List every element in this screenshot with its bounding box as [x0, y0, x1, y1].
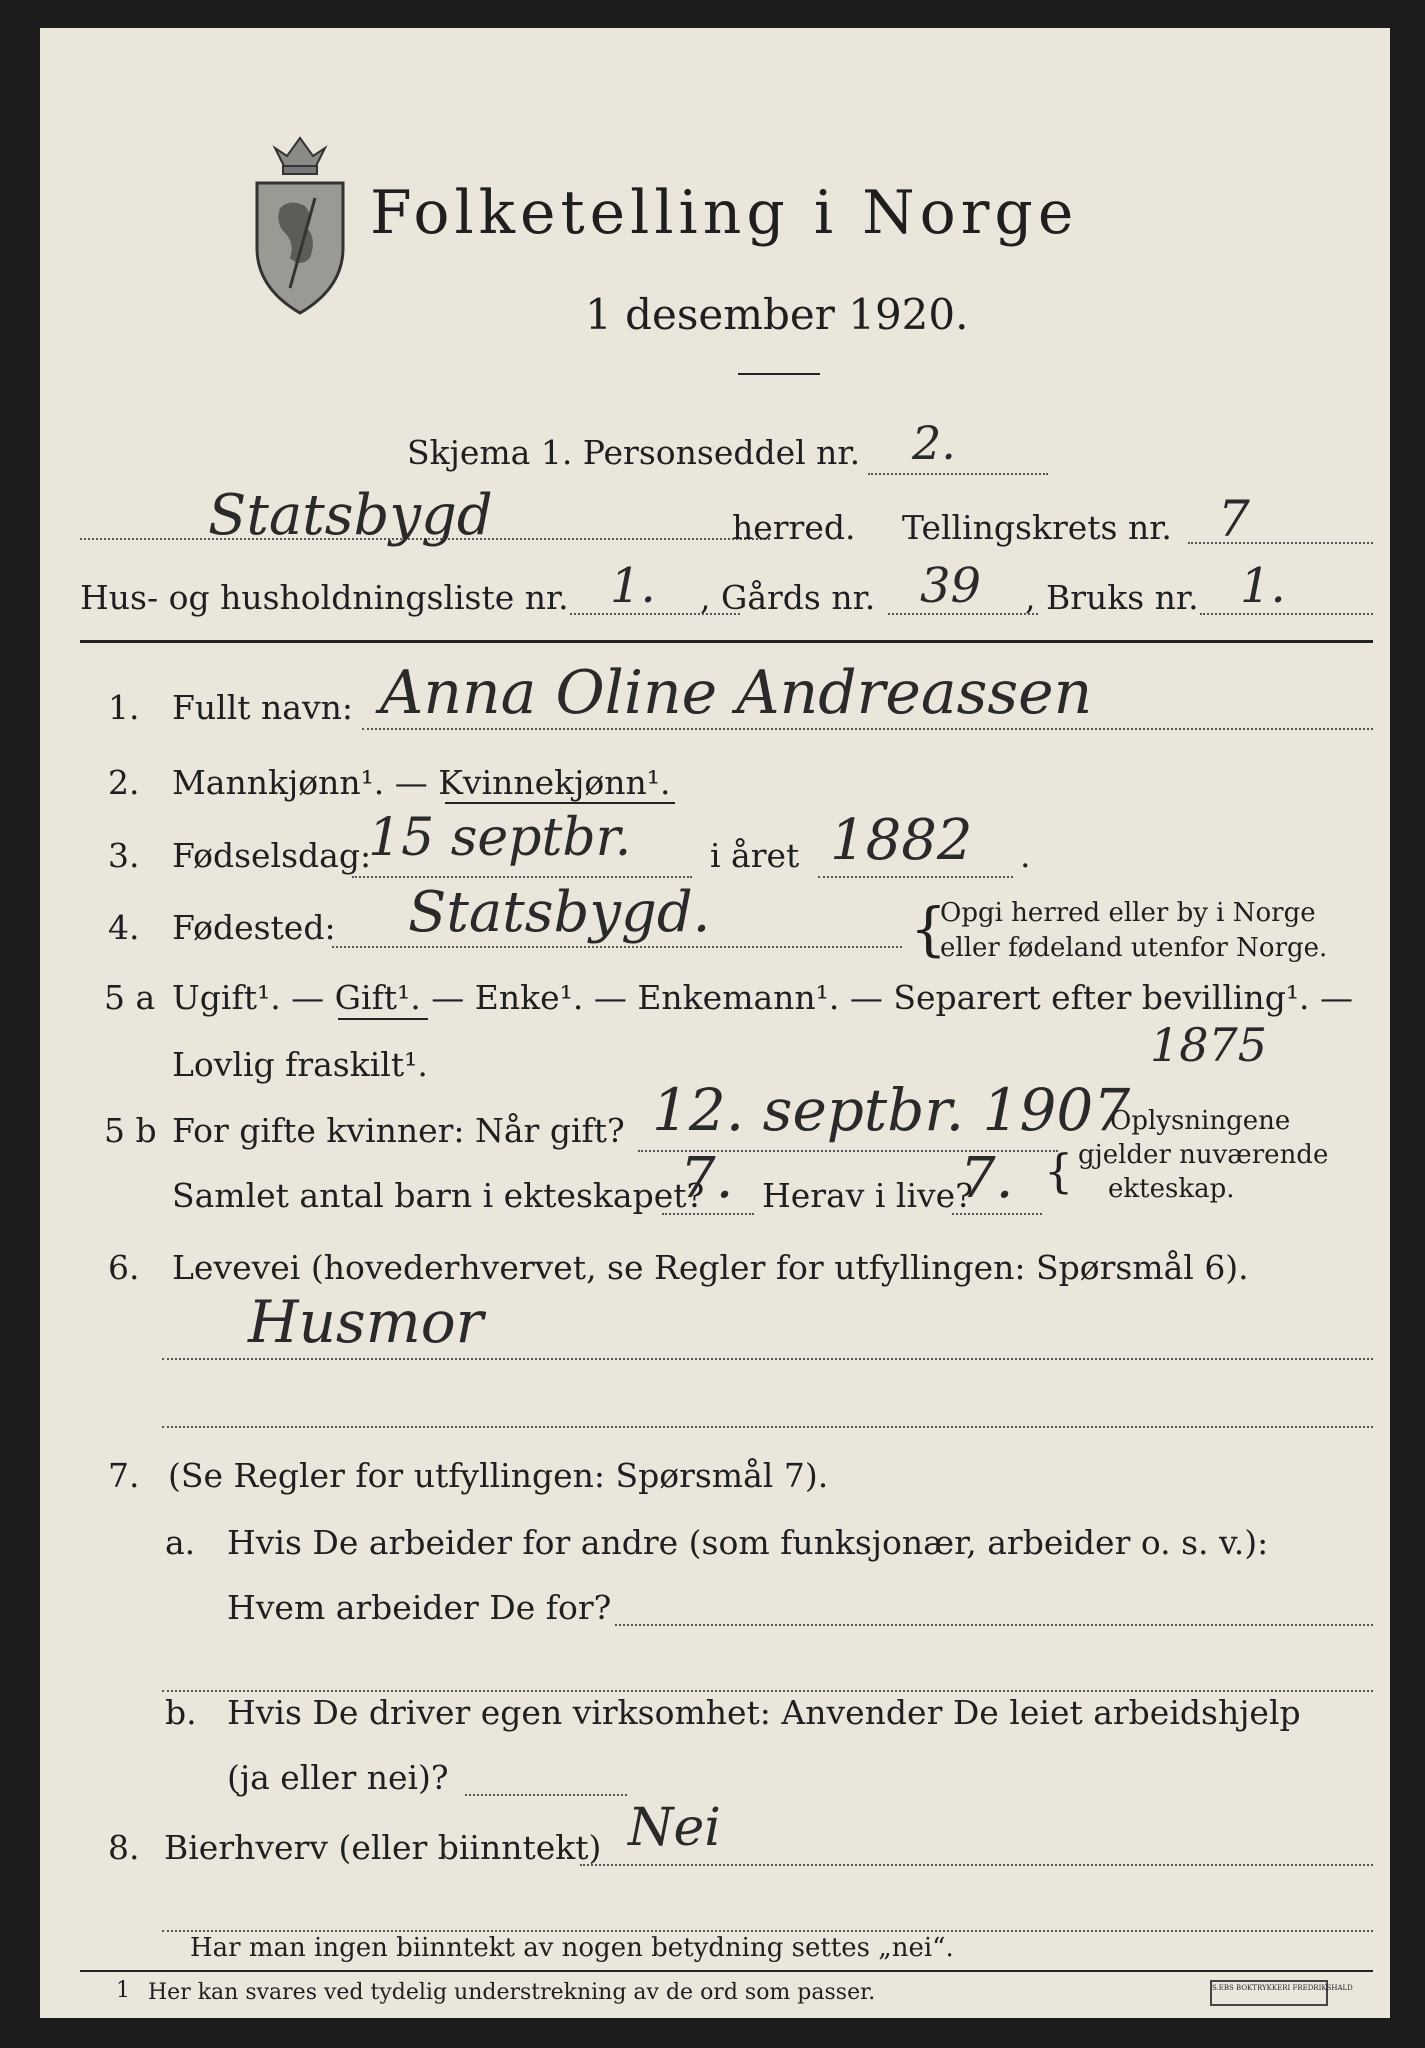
q7-label: (Se Regler for utfyllingen: Spørsmål 7). — [168, 1456, 829, 1495]
bruks-value: 1. — [1240, 558, 1286, 614]
q7b-line-2: (ja eller nei)? — [227, 1758, 449, 1797]
q3-period: . — [1020, 836, 1031, 875]
q5b-children-line — [662, 1213, 754, 1215]
bruks-label: , Bruks nr. — [1025, 578, 1199, 617]
bruks-line — [1200, 613, 1373, 615]
q3-year-line — [818, 876, 1013, 878]
q7-number: 7. — [108, 1456, 140, 1495]
footnote-text: Her kan svares ved tydelig understrekning av de ord som passer. — [148, 1980, 876, 2005]
q5b-note-3: ekteskap. — [1108, 1174, 1235, 1204]
q5a-number: 5 a — [104, 978, 156, 1017]
q3-label: Fødselsdag: — [172, 836, 372, 875]
form-title: Folketelling i Norge — [370, 178, 1079, 248]
form-date: 1 desember 1920. — [585, 290, 969, 339]
q4-number: 4. — [108, 908, 140, 947]
q4-value: Statsbygd. — [408, 880, 711, 945]
q7b-number: b. — [165, 1693, 197, 1732]
q1-number: 1. — [108, 688, 140, 727]
q3-year-label: i året — [710, 836, 800, 875]
q4-brace: { — [910, 895, 947, 963]
herred-label: herred. — [732, 508, 856, 547]
coat-of-arms-icon — [245, 128, 355, 318]
q5b-alive-value: 7. — [960, 1146, 1014, 1211]
q5b-brace: { — [1044, 1144, 1074, 1198]
gards-value: 39 — [920, 558, 982, 614]
q5b-label-3: Herav i live? — [762, 1176, 973, 1215]
q7a-line-2: Hvem arbeider De for? — [227, 1588, 612, 1627]
q7a-line-extra — [162, 1690, 1373, 1692]
personseddel-value: 2. — [912, 416, 956, 470]
footer-rule — [80, 1970, 1373, 1972]
q5a-line-1: Ugift¹. — Gift¹. — Enke¹. — Enkemann¹. — Separert efter bevilling¹. — — [172, 978, 1354, 1017]
q2-number: 2. — [108, 763, 140, 802]
q8-value: Nei — [628, 1798, 721, 1858]
q6-number: 6. — [108, 1248, 140, 1287]
q5a-line-2: Lovlig fraskilt¹. — [172, 1045, 428, 1084]
q7b-line-1: Hvis De driver egen virksomhet: Anvender De leiet arbeidshjelp — [227, 1693, 1301, 1732]
q4-note-2: eller fødeland utenfor Norge. — [940, 933, 1328, 963]
q5a-underline — [338, 1018, 428, 1020]
q8-number: 8. — [108, 1828, 140, 1867]
header-rule — [80, 640, 1373, 643]
census-form — [40, 28, 1390, 2018]
q6-value: Husmor — [248, 1288, 484, 1356]
footer-note: Har man ingen biinntekt av nogen betydning settes „nei“. — [190, 1933, 954, 1963]
q7a-line-answer — [615, 1624, 1373, 1626]
schema-label: Skjema 1. Personseddel nr. — [407, 433, 861, 472]
divider — [738, 373, 820, 375]
q5b-children-value: 7. — [680, 1146, 734, 1211]
q5b-label-1: For gifte kvinner: Når gift? — [172, 1111, 625, 1150]
printer-stamp: S.EBS BOKTRYKKERI FREDRIKSHALD — [1210, 1980, 1328, 2006]
herred-value: Statsbygd — [208, 483, 493, 548]
hus-value: 1. — [610, 558, 656, 614]
hus-label: Hus- og husholdningsliste nr. — [80, 578, 569, 617]
personseddel-line — [868, 473, 1048, 475]
q3-date-line — [352, 876, 692, 878]
q3-value: 15 septbr. — [368, 808, 632, 868]
q5b-number: 5 b — [104, 1111, 157, 1150]
footnote-mark: 1 — [116, 1978, 130, 2003]
tellingskrets-value: 7 — [1218, 490, 1250, 548]
q8-line — [580, 1864, 1373, 1866]
q6-label: Levevei (hovederhvervet, se Regler for utfyllingen: Spørsmål 6). — [172, 1248, 1249, 1287]
q2-text: Mannkjønn¹. — Kvinnekjønn¹. — [172, 763, 671, 802]
q7b-line-answer — [465, 1794, 627, 1796]
q5b-extra-year: 1875 — [1150, 1018, 1268, 1072]
q4-line — [332, 946, 902, 948]
q4-label: Fødested: — [172, 908, 336, 947]
q8-line-extra — [162, 1930, 1373, 1932]
q1-line — [362, 728, 1373, 730]
q4-note-1: Opgi herred eller by i Norge — [940, 898, 1316, 928]
tellingskrets-line — [1188, 542, 1373, 544]
q2-underline — [445, 802, 675, 804]
q7a-number: a. — [165, 1523, 196, 1562]
q5b-note-2: gjelder nuværende — [1078, 1140, 1329, 1170]
q5b-label-2: Samlet antal barn i ekteskapet? — [172, 1176, 705, 1215]
q5b-married-value: 12. septbr. 1907 — [652, 1076, 1131, 1144]
q6-line-1 — [162, 1358, 1373, 1360]
q1-label: Fullt navn: — [172, 688, 353, 727]
q3-number: 3. — [108, 836, 140, 875]
q3-year-value: 1882 — [830, 808, 973, 873]
q5b-alive-line — [952, 1213, 1042, 1215]
gards-label: , Gårds nr. — [700, 578, 876, 617]
tellingskrets-label: Tellingskrets nr. — [902, 508, 1172, 547]
q1-value: Anna Oline Andreassen — [380, 658, 1093, 728]
q7a-line-1: Hvis De arbeider for andre (som funksjonær, arbeider o. s. v.): — [227, 1523, 1269, 1562]
q8-label: Bierhverv (eller biinntekt) — [164, 1828, 602, 1867]
q6-line-2 — [162, 1426, 1373, 1428]
q5b-note-1: Oplysningene — [1110, 1106, 1291, 1136]
